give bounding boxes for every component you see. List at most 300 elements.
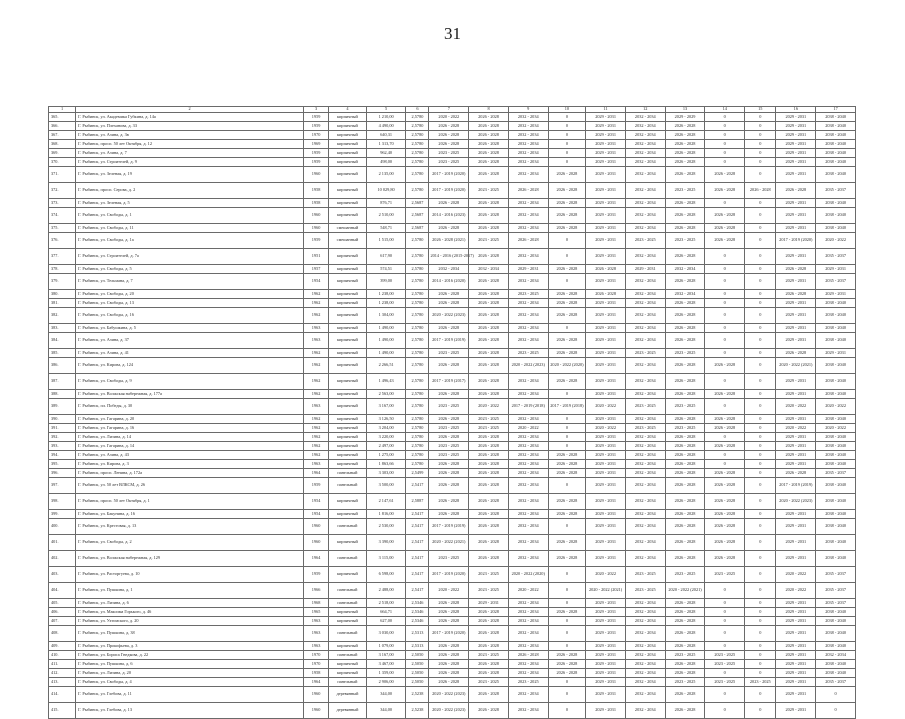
table-cell: 2,5780	[406, 131, 429, 140]
table-cell: 2032 - 2034	[625, 599, 665, 608]
table-cell: 2026 - 2028	[776, 183, 816, 199]
table-cell: 1962	[304, 424, 329, 433]
table-cell: кирпичный	[329, 324, 367, 333]
table-cell: 2026 - 2028	[469, 660, 509, 669]
table-cell: 2026 - 2028	[548, 167, 586, 183]
table-cell: деревянный	[329, 703, 367, 719]
table-cell: 2029 - 2031	[586, 510, 626, 519]
table-cell: 0	[745, 451, 776, 460]
table-cell: 2032 - 2034	[508, 208, 548, 224]
row-number-cell: 368.	[49, 140, 76, 149]
table-cell: 2032 - 2034	[816, 651, 856, 660]
address-cell: Г. Рыбинск, ул. Гагарина, д. 14	[76, 442, 304, 451]
table-cell: 2026 - 2028	[548, 510, 586, 519]
table-cell: 1959	[304, 149, 329, 158]
table-cell: 0	[745, 299, 776, 308]
table-cell: 0	[705, 333, 745, 349]
table-row	[49, 131, 856, 140]
table-cell: 2023 - 2025	[469, 424, 509, 433]
table-cell: 2026 - 2028	[469, 551, 509, 567]
table-row	[49, 626, 856, 642]
table-cell: смешанный	[329, 233, 367, 249]
table-cell: 2,5238	[406, 703, 429, 719]
table-cell: 2,5346	[406, 608, 429, 617]
address-cell: Г. Рыбинск, просп. Серова, д. 2	[76, 183, 304, 199]
table-cell: 2032 - 2034	[625, 140, 665, 149]
table-cell: деревянный	[329, 687, 367, 703]
table-cell: 2029 - 2031	[508, 265, 548, 274]
table-cell: 2032 - 2034	[508, 642, 548, 651]
table-cell: 2026 - 2028	[665, 358, 705, 374]
table-cell: 2,5780	[406, 333, 429, 349]
table-cell: 2029 - 2031	[586, 233, 626, 249]
address-cell: Г. Рыбинск, ул. Свободы, д. 1	[76, 208, 304, 224]
table-cell: 2026 - 2028	[548, 349, 586, 358]
table-cell: 2 497,00	[366, 442, 406, 451]
table-cell: 2026 - 2028	[429, 290, 469, 299]
table-cell: 2026 - 2028	[745, 183, 776, 199]
table-cell: 2026 - 2028	[665, 519, 705, 535]
table-cell: 2032 - 2034	[508, 551, 548, 567]
table-cell: 2026 - 2028	[429, 494, 469, 510]
table-cell: 2029 - 2031	[586, 519, 626, 535]
table-cell: 2,5417	[406, 567, 429, 583]
table-cell: 1969	[304, 140, 329, 149]
table-cell: кирпичный	[329, 374, 367, 390]
table-cell: 2038 - 2040	[816, 551, 856, 567]
table-cell: 2026 - 2028	[469, 122, 509, 131]
table-cell: кирпичный	[329, 249, 367, 265]
table-row	[49, 183, 856, 199]
table-cell: 2029 - 2031	[586, 113, 626, 122]
table-cell: 2029 - 2031	[586, 199, 626, 208]
table-cell: 2023 - 2025	[469, 415, 509, 424]
table-cell: кирпичный	[329, 113, 367, 122]
table-cell: 2023 - 2025	[429, 424, 469, 433]
table-cell: 2029 - 2031	[586, 390, 626, 399]
table-cell: 0	[745, 131, 776, 140]
table-cell: 0	[745, 551, 776, 567]
row-number-cell: 380.	[49, 290, 76, 299]
table-cell: 0	[745, 167, 776, 183]
table-row	[49, 199, 856, 208]
table-cell: 2026 - 2028	[548, 669, 586, 678]
table-cell: 0	[705, 626, 745, 642]
table-cell: 2029 - 2031	[776, 333, 816, 349]
table-cell: 2020 - 2022 (2023)	[776, 494, 816, 510]
table-cell: 2026 - 2028	[429, 358, 469, 374]
table-cell: 2038 - 2040	[816, 224, 856, 233]
table-cell: 2020 - 2022 (2023)	[429, 703, 469, 719]
table-row	[49, 399, 856, 415]
table-cell: 2023 - 2025	[665, 424, 705, 433]
table-cell: 0	[705, 349, 745, 358]
table-cell: 0	[745, 494, 776, 510]
address-cell: Г. Рыбинск, ул. Ухтомского, д. 20	[76, 617, 304, 626]
table-cell: 2029 - 2031	[776, 308, 816, 324]
table-cell: 2026 - 2028	[469, 299, 509, 308]
table-cell: 0	[745, 274, 776, 290]
table-cell: 2023 - 2025	[469, 678, 509, 687]
address-cell: Г. Рыбинск, ул. Расторгуева, д. 10	[76, 567, 304, 583]
column-number-1: 1	[49, 107, 76, 113]
table-cell: 1962	[304, 433, 329, 442]
table-cell: 0	[745, 249, 776, 265]
table-cell: 2026 - 2028	[508, 183, 548, 199]
table-cell: 0	[745, 535, 776, 551]
table-row	[49, 442, 856, 451]
row-number-cell: 370.	[49, 158, 76, 167]
table-cell: 2029 - 2031	[586, 249, 626, 265]
table-cell: панельный	[329, 583, 367, 599]
table-cell: 0	[705, 642, 745, 651]
table-cell: кирпичный	[329, 433, 367, 442]
table-cell: кирпичный	[329, 442, 367, 451]
table-cell: кирпичный	[329, 415, 367, 424]
table-row	[49, 651, 856, 660]
table-cell: 2026 - 2028	[548, 451, 586, 460]
table-cell: 2029 - 2031	[586, 651, 626, 660]
table-cell: панельный	[329, 469, 367, 478]
table-cell: 2023 - 2025	[665, 349, 705, 358]
table-cell: 0	[745, 583, 776, 599]
address-cell: Г. Рыбинск, ул. 50 лет ВЛКСМ, д. 26	[76, 478, 304, 494]
address-cell: Г. Рыбинск, ул. Свободы, д. 13	[76, 299, 304, 308]
table-cell: 2029 - 2031	[776, 510, 816, 519]
table-row	[49, 299, 856, 308]
table-cell: 2026 - 2028	[508, 233, 548, 249]
table-cell: 2035 - 2037	[816, 249, 856, 265]
row-number-cell: 415.	[49, 703, 76, 719]
address-cell: Г. Рыбинск, ул. Строителей, д. 9	[76, 158, 304, 167]
table-cell: 2032 - 2034	[625, 703, 665, 719]
row-number-cell: 395.	[49, 460, 76, 469]
table-cell: 2038 - 2040	[816, 158, 856, 167]
table-cell: 2020 - 2022 (2021)	[776, 358, 816, 374]
column-number-2: 2	[76, 107, 304, 113]
table-cell: 2020 - 2022	[429, 113, 469, 122]
table-cell: 2026 - 2028	[548, 551, 586, 567]
table-cell: 2032 - 2034	[625, 510, 665, 519]
table-cell: 2,5417	[406, 519, 429, 535]
table-cell: 2026 - 2028	[429, 140, 469, 149]
table-cell: 2032 - 2034	[625, 249, 665, 265]
table-cell: 0	[705, 149, 745, 158]
row-number-cell: 388.	[49, 390, 76, 399]
table-cell: 2026 - 2028	[665, 308, 705, 324]
table-cell: 2026 - 2028	[586, 290, 626, 299]
table-cell: 2038 - 2040	[816, 451, 856, 460]
table-cell: 2032 - 2034	[508, 224, 548, 233]
table-cell: 2020 - 2022 (2023)	[508, 358, 548, 374]
row-number-cell: 403.	[49, 567, 76, 583]
table-cell: 2026 - 2028	[665, 299, 705, 308]
table-cell: 2026 - 2028	[469, 703, 509, 719]
table-cell: 2032 - 2034	[508, 687, 548, 703]
table-cell: 1959	[304, 233, 329, 249]
table-cell: 1957	[304, 265, 329, 274]
table-cell: 2,5780	[406, 442, 429, 451]
table-cell: 2029 - 2031	[776, 374, 816, 390]
table-cell: 2029 - 2031	[776, 199, 816, 208]
table-cell: 2026 - 2028	[665, 642, 705, 651]
row-number-cell: 386.	[49, 358, 76, 374]
column-number-9: 9	[508, 107, 548, 113]
column-number-7: 7	[429, 107, 469, 113]
table-cell: 2023 - 2025	[429, 158, 469, 167]
table-cell: 2032 - 2034	[508, 433, 548, 442]
table-cell: 2029 - 2031	[776, 167, 816, 183]
table-cell: 2026 - 2028	[429, 651, 469, 660]
table-cell: 1964	[304, 678, 329, 687]
table-row	[49, 274, 856, 290]
table-cell: 2,5780	[406, 374, 429, 390]
table-row	[49, 149, 856, 158]
table-cell: 2032 - 2034	[625, 390, 665, 399]
table-cell: 0	[548, 390, 586, 399]
table-row	[49, 460, 856, 469]
table-cell: 0	[705, 299, 745, 308]
table-cell: 2032 - 2034	[625, 669, 665, 678]
table-cell: 1962	[304, 442, 329, 451]
table-cell: 1954	[304, 510, 329, 519]
table-cell: 2026 - 2028	[469, 626, 509, 642]
table-cell: 2026 - 2028	[548, 535, 586, 551]
table-cell: 2029 - 2029	[665, 113, 705, 122]
table-cell: 2026 - 2028	[469, 324, 509, 333]
address-cell: Г. Рыбинск, ул. Бориса Гнедкова, д. 22	[76, 651, 304, 660]
table-cell: 2020 - 2022 (2023)	[429, 308, 469, 324]
address-cell: Г. Рыбинск, ул. Азина, д. 7	[76, 149, 304, 158]
table-cell: 1 275,00	[366, 451, 406, 460]
table-cell: 0	[745, 599, 776, 608]
table-cell: 2,5780	[406, 149, 429, 158]
table-cell: 2026 - 2028 (2021)	[429, 233, 469, 249]
table-cell: 2032 - 2034	[625, 687, 665, 703]
table-cell: 1 515,00	[366, 233, 406, 249]
table-cell: 2029 - 2031	[776, 660, 816, 669]
table-cell: 1959	[304, 478, 329, 494]
table-cell: 2032 - 2034	[625, 642, 665, 651]
table-cell: 2029 - 2031	[776, 299, 816, 308]
table-cell: 2026 - 2028	[469, 249, 509, 265]
column-number-11: 11	[586, 107, 626, 113]
table-cell: 2023 - 2025	[705, 678, 745, 687]
table-cell: 2026 - 2028	[665, 224, 705, 233]
table-cell: 2026 - 2028	[429, 433, 469, 442]
table-cell: 2032 - 2034	[508, 167, 548, 183]
table-cell: 2026 - 2028	[665, 149, 705, 158]
table-cell: 1 863,66	[366, 460, 406, 469]
table-cell: 664,71	[366, 608, 406, 617]
row-number-cell: 402.	[49, 551, 76, 567]
table-cell: 2026 - 2028	[548, 460, 586, 469]
table-cell: 344,00	[366, 703, 406, 719]
table-cell: 2020 - 2022	[816, 233, 856, 249]
row-number-cell: 391.	[49, 424, 76, 433]
table-cell: 2038 - 2040	[816, 199, 856, 208]
table-cell: 2023 - 2025	[469, 651, 509, 660]
table-cell: 2026 - 2028	[469, 274, 509, 290]
table-cell: 2029 - 2031	[776, 224, 816, 233]
table-cell: 2038 - 2040	[816, 535, 856, 551]
table-cell: 2023 - 2025	[469, 567, 509, 583]
address-cell: Г. Рыбинск, ул. Лизина, д. 6	[76, 599, 304, 608]
table-row	[49, 617, 856, 626]
table-cell: 2026 - 2028	[469, 349, 509, 358]
table-cell: 2029 - 2031	[776, 599, 816, 608]
table-cell: 0	[705, 274, 745, 290]
table-cell: 2026 - 2028	[548, 183, 586, 199]
table-cell: 0	[745, 510, 776, 519]
table-cell: панельный	[329, 551, 367, 567]
table-cell: кирпичный	[329, 660, 367, 669]
table-cell: 2020 - 2022	[816, 399, 856, 415]
table-cell: панельный	[329, 519, 367, 535]
table-cell: 1963	[304, 617, 329, 626]
address-cell: Г. Рыбинск, ул. Академика Губкина, д. 14а	[76, 113, 304, 122]
table-cell: 2026 - 2028	[429, 510, 469, 519]
table-cell: 2,5780	[406, 460, 429, 469]
table-cell: 1962	[304, 308, 329, 324]
table-cell: 2029 - 2031	[776, 642, 816, 651]
table-cell: 2032 - 2034	[508, 460, 548, 469]
table-cell: 2029 - 2031	[776, 617, 816, 626]
table-cell: 2026 - 2028	[469, 687, 509, 703]
table-cell: 2023 - 2025	[625, 349, 665, 358]
table-cell: панельный	[329, 599, 367, 608]
table-cell: 2020 - 2022	[776, 424, 816, 433]
table-cell: 2032 - 2034	[625, 660, 665, 669]
table-cell: 1964	[304, 551, 329, 567]
table-cell: 2026 - 2028	[469, 478, 509, 494]
table-cell: 2029 - 2031	[776, 113, 816, 122]
table-cell: 2026 - 2028	[548, 224, 586, 233]
table-cell: 344,00	[366, 687, 406, 703]
table-cell: 2029 - 2031	[586, 669, 626, 678]
table-cell: 2,5313	[406, 642, 429, 651]
table-cell: 6 598,00	[366, 567, 406, 583]
table-cell: 2026 - 2028	[665, 442, 705, 451]
table-cell: 0	[705, 460, 745, 469]
table-cell: 2,5780	[406, 451, 429, 460]
table-cell: 2029 - 2031	[586, 208, 626, 224]
table-cell: 0	[705, 451, 745, 460]
table-cell: 2032 - 2034	[508, 469, 548, 478]
table-cell: 2026 - 2028	[776, 469, 816, 478]
table-cell: 2038 - 2040	[816, 308, 856, 324]
table-cell: 2020 - 2022	[776, 399, 816, 415]
table-cell: 0	[548, 122, 586, 131]
table-cell: 2032 - 2034	[625, 551, 665, 567]
table-cell: 2038 - 2040	[816, 208, 856, 224]
table-cell: 2029 - 2031	[586, 415, 626, 424]
table-cell: 2032 - 2034	[665, 265, 705, 274]
table-cell: 2,5780	[406, 158, 429, 167]
table-cell: 0	[745, 399, 776, 415]
table-cell: 1959	[304, 158, 329, 167]
table-cell: 2029 - 2031	[776, 535, 816, 551]
table-cell: 0	[705, 308, 745, 324]
table-cell: 2023 - 2025	[625, 567, 665, 583]
register-table	[48, 106, 856, 719]
address-cell: Г. Рыбинск, ул. Пушкина, д. 1	[76, 583, 304, 599]
table-cell: 0	[816, 703, 856, 719]
table-cell: 2029 - 2031	[586, 451, 626, 460]
table-cell: 2026 - 2028	[429, 599, 469, 608]
table-cell: 2032 - 2034	[625, 535, 665, 551]
table-cell: 2032 - 2034	[508, 131, 548, 140]
table-cell: 0	[548, 131, 586, 140]
table-cell: 2035 - 2037	[816, 678, 856, 687]
column-number-8: 8	[469, 107, 509, 113]
table-cell: 0	[548, 478, 586, 494]
table-cell: 574,51	[366, 265, 406, 274]
table-cell: 0	[548, 274, 586, 290]
table-row	[49, 599, 856, 608]
table-row	[49, 535, 856, 551]
table-cell: 3 126,50	[366, 415, 406, 424]
row-number-cell: 384.	[49, 333, 76, 349]
table-row	[49, 349, 856, 358]
column-number-15: 15	[745, 107, 776, 113]
table-cell: 2017 - 2019 (2019)	[429, 333, 469, 349]
table-cell: 2038 - 2040	[816, 617, 856, 626]
row-number-cell: 394.	[49, 451, 76, 460]
table-cell: 0	[745, 158, 776, 167]
table-cell: 0	[548, 113, 586, 122]
table-cell: 2038 - 2040	[816, 460, 856, 469]
table-cell: 2026 - 2028	[469, 149, 509, 158]
row-number-cell: 382.	[49, 308, 76, 324]
table-cell: 2,5050	[406, 669, 429, 678]
table-cell: 2026 - 2028	[665, 140, 705, 149]
table-cell: 2026 - 2028	[429, 131, 469, 140]
table-cell: 2026 - 2028	[665, 599, 705, 608]
address-cell: Г. Рыбинск, ул. Волжская набережная, д. 177а	[76, 390, 304, 399]
table-cell: 2026 - 2028	[665, 208, 705, 224]
table-cell: 2026 - 2028	[665, 460, 705, 469]
table-cell: 2026 - 2028	[665, 324, 705, 333]
table-cell: 0	[705, 265, 745, 274]
row-number-cell: 390.	[49, 415, 76, 424]
column-number-4: 4	[329, 107, 367, 113]
table-row	[49, 567, 856, 583]
table-cell: 1 079,00	[366, 642, 406, 651]
table-cell: 2029 - 2031	[586, 324, 626, 333]
table-cell: 1 313,70	[366, 140, 406, 149]
table-cell: 617,90	[366, 249, 406, 265]
table-cell: 0	[705, 608, 745, 617]
table-cell: 0	[745, 669, 776, 678]
table-cell: 2038 - 2040	[816, 374, 856, 390]
row-number-cell: 375.	[49, 224, 76, 233]
table-cell: 2,5780	[406, 113, 429, 122]
table-cell: 548,71	[366, 224, 406, 233]
table-cell: 2029 - 2031	[586, 660, 626, 669]
table-cell: 2,5687	[406, 199, 429, 208]
table-cell: 2,5780	[406, 140, 429, 149]
table-cell: 2038 - 2040	[816, 358, 856, 374]
address-cell: Г. Рыбинск, ул. Азина, д. 43	[76, 451, 304, 460]
table-cell: 2032 - 2034	[625, 374, 665, 390]
table-cell: 2026 - 2028	[705, 442, 745, 451]
table-row	[49, 519, 856, 535]
table-cell: 2026 - 2028	[665, 669, 705, 678]
address-cell: Г. Рыбинск, ул. Плеханова, д. 33	[76, 122, 304, 131]
table-cell: 2032 - 2034	[625, 183, 665, 199]
table-cell: 2026 - 2028	[469, 374, 509, 390]
